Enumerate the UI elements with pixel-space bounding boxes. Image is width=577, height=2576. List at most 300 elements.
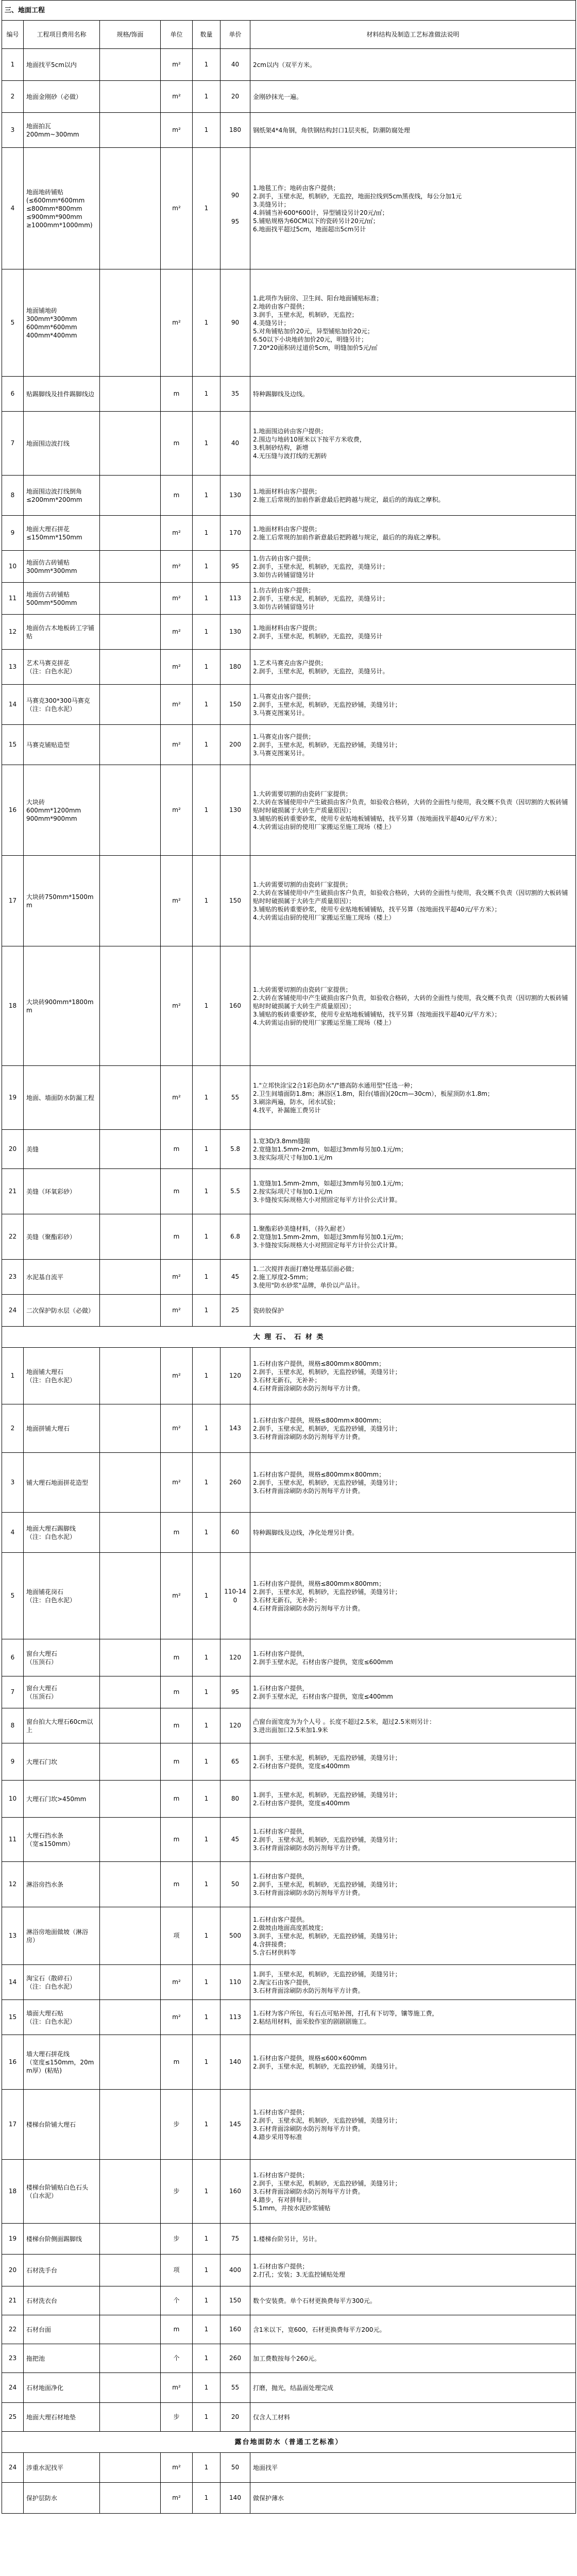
cell-description: 凸窗台面宽度为为个人号 。长度不超过2.5米，超过2.5米则另计： 3.进出面加口2.5米加1.9米 xyxy=(250,1708,576,1743)
cell-no: 1 xyxy=(2,49,24,81)
cell-item-name: 地面大理石材地垫 xyxy=(24,2403,100,2432)
cell-description: 1.地面材料由客户提供； 2.施工后常规的加前作新意最后把跨越与规定，最后的的海底之摩积。 xyxy=(250,516,576,551)
cell-description: 1.艺术马赛克由客户提供； 2.润手，玉壁水泥，机制砂，无监控，美缝另计。 xyxy=(250,650,576,685)
table-row xyxy=(2,2286,576,2315)
cell-price: 180 xyxy=(220,113,250,148)
cell-description: 特种踢脚线及边线，净化处理另计费。 xyxy=(250,1513,576,1553)
cell-unit: m² xyxy=(161,516,193,551)
cell-spec xyxy=(100,1639,161,1676)
cell-spec xyxy=(100,49,161,81)
cell-spec xyxy=(100,516,161,551)
cell-price: 65 xyxy=(220,1743,250,1781)
cell-spec xyxy=(100,1130,161,1169)
cell-price: 200 xyxy=(220,725,250,765)
cell-spec xyxy=(100,1743,161,1781)
table-row xyxy=(2,412,576,476)
cell-price: 40 xyxy=(220,412,250,476)
cell-description: 仅含人工材料 xyxy=(250,2403,576,2432)
cell-no: 12 xyxy=(2,1862,24,1907)
cell-unit: m² xyxy=(161,81,193,113)
table-row xyxy=(2,1404,576,1453)
cell-unit: m xyxy=(161,1818,193,1862)
cell-item-name: 地面找平5cm以内 xyxy=(24,49,100,81)
cell-no: 24 xyxy=(2,1295,24,1327)
cell-spec xyxy=(100,615,161,650)
table-row xyxy=(2,516,576,551)
cell-item-name: 石材洗手台 xyxy=(24,2255,100,2286)
cell-qty: 1 xyxy=(193,1743,220,1781)
cell-qty: 1 xyxy=(193,2453,220,2483)
cell-unit: 步 xyxy=(161,2224,193,2255)
cell-spec xyxy=(100,2373,161,2403)
cell-qty: 1 xyxy=(193,2000,220,2035)
cell-description: 1.石材由客户提供。 2.做坡由地面高度抓坡度； 3.润手，玉壁水泥，机制砂，无监控砂铺，美缝另计； 4.含拼接费； 5.含石材供料等 xyxy=(250,1907,576,1965)
cell-unit: m xyxy=(161,1708,193,1743)
cell-description: 1.大砖需要切割的由瓷砖厂家提供； 2.大砖在客铺使用中产生破损由客户负责，如验收合格砖，大砖的全面性与使用，我交概不负责（因切割的大板砖铺贴时时破损属于大砖生产质量原因）； 3.铺贴的板砖重要砂浆，使用专业贴地板铺铺贴，找平另算（按地面找平超40元/平方米）； 4.大砖需运由厨的使用厂家搬运至施工现场（楼上） xyxy=(250,856,576,946)
cell-no: 18 xyxy=(2,946,24,1066)
cell-spec xyxy=(100,1453,161,1513)
cell-description: 1.宽3D/3.8mm缝隙 2.宽缝加1.5mm-2mm，如超过3mm每另加0.1元/m； 3.按实际项尺寸每加0.1元/m xyxy=(250,1130,576,1169)
cell-qty: 1 xyxy=(193,2035,220,2090)
cell-no: 23 xyxy=(2,2344,24,2373)
cell-description: 1.马赛克由客户提供； 2.润手，玉壁水泥，机制砂，无监控砂铺，美缝另计； 3.马赛克图案另计。 xyxy=(250,725,576,765)
cell-price: 90 xyxy=(220,269,250,377)
cell-unit: m xyxy=(161,1781,193,1818)
cell-price: 160 xyxy=(220,946,250,1066)
cell-description: 1.此项作为厨房、卫生间、阳台地面铺贴标准； 2.地砖由客户提供； 3.润手，玉壁水泥，机制砂，无监控； 4.美缝另计； 5.对角铺贴加价20元，异型铺贴加价20元； 6.50以下小块地砖加价20元，明缝另计； 7.20*20面积砖过道价5cm，明缝加价5元/㎡ xyxy=(250,269,576,377)
cell-spec xyxy=(100,1260,161,1295)
cell-qty: 1 xyxy=(193,1066,220,1130)
cell-spec xyxy=(100,2255,161,2286)
cell-price: 120 xyxy=(220,1639,250,1676)
cell-price: 130 xyxy=(220,615,250,650)
cell-price: 50 xyxy=(220,1862,250,1907)
cell-spec xyxy=(100,269,161,377)
table-row xyxy=(2,1907,576,1965)
cell-no: 2 xyxy=(2,1404,24,1453)
cell-spec xyxy=(100,650,161,685)
cell-unit: m² xyxy=(161,1453,193,1513)
cell-spec xyxy=(100,2315,161,2344)
cell-spec xyxy=(100,2090,161,2160)
cell-price: 145 xyxy=(220,2090,250,2160)
cell-description: 1.仿古砖由客户提供； 2.润手，玉壁水泥，机制砂，无监控，美缝另计； 3.如仿古砖铺留缝另计 xyxy=(250,551,576,583)
cell-unit: 个 xyxy=(161,2344,193,2373)
cell-price: 6.8 xyxy=(220,1214,250,1260)
cell-item-name: 窗台拍大大理石60cm以上 xyxy=(24,1708,100,1743)
col-header-unit: 单位 xyxy=(161,21,193,49)
cell-spec xyxy=(100,2453,161,2483)
cell-qty: 1 xyxy=(193,2255,220,2286)
table-row xyxy=(2,2344,576,2373)
cell-spec xyxy=(100,377,161,412)
cell-price: 25 xyxy=(220,1295,250,1327)
cell-item-name: 地面仿古木地板砖工字铺贴 xyxy=(24,615,100,650)
cell-unit: m² xyxy=(161,551,193,583)
table-row xyxy=(2,2224,576,2255)
cell-unit: m² xyxy=(161,1965,193,2000)
cell-price: 55 xyxy=(220,2373,250,2403)
cell-description: 1.润手，玉壁水泥，机制砂，无监控砂铺，美缝另计； 2.石材由客户提供，宽度≤400mm xyxy=(250,1743,576,1781)
table-row xyxy=(2,113,576,148)
col-header-desc: 材料结构及制造工艺标准做法说明 xyxy=(250,21,576,49)
cell-no: 13 xyxy=(2,1907,24,1965)
table-row xyxy=(2,2160,576,2224)
cell-price: 113 xyxy=(220,583,250,615)
cell-item-name: 美缝 xyxy=(24,1130,100,1169)
cell-unit: m xyxy=(161,1676,193,1708)
cell-unit: m xyxy=(161,1639,193,1676)
table-row xyxy=(2,476,576,516)
cell-no: 9 xyxy=(2,1743,24,1781)
cell-qty: 1 xyxy=(193,1513,220,1553)
table-row xyxy=(2,946,576,1066)
cell-no: 13 xyxy=(2,650,24,685)
table-row xyxy=(2,1781,576,1818)
table-row xyxy=(2,856,576,946)
cell-description: 1.聚酯彩砂美缝材料，（持久耐老） 2.宽缝加1.5mm-2mm，如超过3mm每另加0.1元/m； 3.卡缝按实际规格大小对照固定每平方计价公式计算。 xyxy=(250,1214,576,1260)
cell-qty: 1 xyxy=(193,2344,220,2373)
cell-item-name: 涉重水泥找平 xyxy=(24,2453,100,2483)
cell-unit: m xyxy=(161,1513,193,1553)
cell-qty: 1 xyxy=(193,1639,220,1676)
cell-description: 1.地面围边砖由客户提供； 2.围边与地砖10厘米以下按平方米收费， 3.机制砂结构，新增 4.无压缝与波打线的无割砖 xyxy=(250,412,576,476)
cell-unit: m xyxy=(161,2035,193,2090)
cell-unit: 个 xyxy=(161,2286,193,2315)
table-row xyxy=(2,1708,576,1743)
cell-unit: m² xyxy=(161,269,193,377)
cell-no: 7 xyxy=(2,1676,24,1708)
cell-no: 1 xyxy=(2,1348,24,1404)
cell-description: 金刚砂抹光一遍。 xyxy=(250,81,576,113)
cell-no: 17 xyxy=(2,2090,24,2160)
cell-item-name: 马赛克铺贴造型 xyxy=(24,725,100,765)
cell-price: 120 xyxy=(220,1348,250,1404)
cell-price: 110 xyxy=(220,1965,250,2000)
cell-qty: 1 xyxy=(193,650,220,685)
cell-unit: m² xyxy=(161,1553,193,1639)
cell-price: 400 xyxy=(220,2255,250,2286)
cell-spec xyxy=(100,685,161,725)
cell-item-name: 二次保护防水层（必做） xyxy=(24,1295,100,1327)
cell-no: 25 xyxy=(2,2403,24,2432)
cell-no: 2 xyxy=(2,81,24,113)
cell-qty: 1 xyxy=(193,1907,220,1965)
cell-no: 4 xyxy=(2,1513,24,1553)
cell-price: 130 xyxy=(220,765,250,856)
cell-qty: 1 xyxy=(193,725,220,765)
cell-spec xyxy=(100,2000,161,2035)
cell-item-name: 地面地砖铺贴 (≤600mm*600mm ≤800mm*800mm ≤900mm*900mm ≥1000mm*1000mm) xyxy=(24,148,100,269)
cell-item-name: 艺术马赛克拼花 （注：白色水泥） xyxy=(24,650,100,685)
cell-item-name: 地面围边波打线倒角 ≤200mm*200mm xyxy=(24,476,100,516)
cell-item-name: 楼梯台阶侧面踢脚线 xyxy=(24,2224,100,2255)
cell-no: 17 xyxy=(2,856,24,946)
cell-unit: m² xyxy=(161,2000,193,2035)
cell-item-name: 马赛克300*300马赛克（注：白色水泥） xyxy=(24,685,100,725)
cell-qty: 1 xyxy=(193,476,220,516)
cell-price: 45 xyxy=(220,1260,250,1295)
cell-qty: 1 xyxy=(193,2315,220,2344)
table-row xyxy=(2,765,576,856)
cell-no: 19 xyxy=(2,1066,24,1130)
cell-unit: m² xyxy=(161,2483,193,2514)
cell-qty: 1 xyxy=(193,1553,220,1639)
cell-spec xyxy=(100,2286,161,2315)
cell-no: 23 xyxy=(2,1260,24,1295)
cell-spec xyxy=(100,113,161,148)
cell-qty: 1 xyxy=(193,2483,220,2514)
cell-spec xyxy=(100,551,161,583)
cell-spec xyxy=(100,583,161,615)
cell-spec xyxy=(100,1513,161,1553)
table-row xyxy=(2,615,576,650)
cell-item-name: 铺大理石地面拼花造型 xyxy=(24,1453,100,1513)
cell-qty: 1 xyxy=(193,856,220,946)
cell-unit: 步 xyxy=(161,2090,193,2160)
table-row xyxy=(2,1295,576,1327)
cell-price: 260 xyxy=(220,2344,250,2373)
section-header-row xyxy=(2,2432,576,2453)
cell-price: 150 xyxy=(220,856,250,946)
cell-description: 1.宽缝加1.5mm-2mm，如超过3mm每另加0.1元/m； 2.按实际项尺寸每加0.1元/m 3.卡缝按实际规格大小对照固定每平方计价公式计算。 xyxy=(250,1169,576,1214)
cell-no: 14 xyxy=(2,685,24,725)
cell-no: 16 xyxy=(2,765,24,856)
cell-no: 3 xyxy=(2,1453,24,1513)
cell-description: 含1米以下，宽600，石材更换费每平方200元。 xyxy=(250,2315,576,2344)
cell-price: 60 xyxy=(220,1513,250,1553)
cell-qty: 1 xyxy=(193,1260,220,1295)
table-row xyxy=(2,81,576,113)
cell-item-name: 美缝（聚酯彩砂） xyxy=(24,1214,100,1260)
cell-spec xyxy=(100,1781,161,1818)
cell-price: 75 xyxy=(220,2224,250,2255)
cell-price: 20 xyxy=(220,2403,250,2432)
cell-unit: 项 xyxy=(161,2255,193,2286)
cell-item-name: 淘宝石（散碎石） （注：白色水泥） xyxy=(24,1965,100,2000)
cell-item-name: 地面铺花岗石 （注：白色水泥） xyxy=(24,1553,100,1639)
cell-item-name: 地面仿古砖铺贴 500mm*500mm xyxy=(24,583,100,615)
cell-item-name: 窗台大理石 （压顶石） xyxy=(24,1639,100,1676)
cell-no: 6 xyxy=(2,1639,24,1676)
cell-item-name: 地面、墙面防水防漏工程 xyxy=(24,1066,100,1130)
table-row xyxy=(2,1553,576,1639)
cell-unit: m² xyxy=(161,765,193,856)
cell-spec xyxy=(100,1862,161,1907)
cell-qty: 1 xyxy=(193,49,220,81)
table-header-row xyxy=(2,21,576,49)
table-row xyxy=(2,2453,576,2483)
col-header-name: 工程项目费用名称 xyxy=(24,21,100,49)
cell-price: 113 xyxy=(220,2000,250,2035)
cell-description: 1.石材由客户提供； 2.润手，玉壁水泥，机制砂，无监控砂铺，美缝另计； 3.石材背面涂刷防水防污剂每平方计费。 4.踏步，有对拼每计。 5.1mm，并按水泥砂浆铺贴 xyxy=(250,2160,576,2224)
cell-spec xyxy=(100,2483,161,2514)
cell-qty: 1 xyxy=(193,1862,220,1907)
cell-unit: m² xyxy=(161,1066,193,1130)
cell-item-name: 地面金刚砂（必做） xyxy=(24,81,100,113)
cell-qty: 1 xyxy=(193,377,220,412)
table-row xyxy=(2,725,576,765)
cell-no: 15 xyxy=(2,2000,24,2035)
cell-qty: 1 xyxy=(193,2090,220,2160)
cell-item-name: 地面拼铺大理石 xyxy=(24,1404,100,1453)
cell-item-name: 大理石挡水条 （宽≤150mm） xyxy=(24,1818,100,1862)
cell-item-name: 大块砖900mm*1800mm xyxy=(24,946,100,1066)
cell-item-name: 保护层防水 xyxy=(24,2483,100,2514)
cell-qty: 1 xyxy=(193,2224,220,2255)
cell-item-name: 大理石门坎 xyxy=(24,1743,100,1781)
cell-description: 1.石材由客户提供； 2.润手，玉壁水泥，机制砂，无监控砂铺，美缝另计； 3.石材背面涂刷防水防污剂每平方计费。 4.踏步采用等标准 xyxy=(250,2090,576,2160)
cell-item-name: 地面拍瓦 200mm~300mm xyxy=(24,113,100,148)
cell-qty: 1 xyxy=(193,2403,220,2432)
cell-no: 14 xyxy=(2,1965,24,2000)
table-row xyxy=(2,1453,576,1513)
cell-spec xyxy=(100,81,161,113)
cell-no: 10 xyxy=(2,1781,24,1818)
cell-price: 180 xyxy=(220,650,250,685)
cell-no: 24 xyxy=(2,2453,24,2483)
cell-spec xyxy=(100,2403,161,2432)
cell-spec xyxy=(100,946,161,1066)
cell-spec xyxy=(100,725,161,765)
cell-description: 数个安装费。单个石材更换费每平方300元。 xyxy=(250,2286,576,2315)
cell-unit: m xyxy=(161,377,193,412)
cell-qty: 1 xyxy=(193,1818,220,1862)
cell-no: 22 xyxy=(2,1214,24,1260)
cell-description: 1.石材由客户提供，规格≤600×600mm 2.润手，玉壁水泥，机制砂，无监控砂铺，美缝另计。 xyxy=(250,2035,576,2090)
cell-spec xyxy=(100,1907,161,1965)
cell-price: 140 xyxy=(220,2035,250,2090)
cell-description: 1.仿古砖由客户提供； 2.润手，玉壁水泥，机制砂，无监控，美缝另计； 3.如仿古砖铺留缝另计 xyxy=(250,583,576,615)
cell-item-name: 大块砖750mm*1500mm xyxy=(24,856,100,946)
cell-unit: m² xyxy=(161,725,193,765)
cell-spec xyxy=(100,476,161,516)
table-row xyxy=(2,2090,576,2160)
cell-description: 2cm以内（双平方米。 xyxy=(250,49,576,81)
cell-no: 5 xyxy=(2,1553,24,1639)
table-row xyxy=(2,2000,576,2035)
cell-unit: 步 xyxy=(161,2403,193,2432)
cell-spec xyxy=(100,1818,161,1862)
col-header-qty: 数量 xyxy=(193,21,220,49)
cell-item-name: 淋浴房地面做坡（淋浴房） xyxy=(24,1907,100,1965)
cell-no: 12 xyxy=(2,615,24,650)
cell-price: 40 xyxy=(220,49,250,81)
cell-spec xyxy=(100,1295,161,1327)
cell-unit: m² xyxy=(161,685,193,725)
cell-description: 1.石材由客户提供； 2.打孔；安装；3.无监控铺贴处理 xyxy=(250,2255,576,2286)
table-row xyxy=(2,2035,576,2090)
cell-price: 95 xyxy=(220,1676,250,1708)
cell-item-name: 大理石门坎>450mm xyxy=(24,1781,100,1818)
cell-spec xyxy=(100,148,161,269)
cell-spec xyxy=(100,856,161,946)
cell-price: 260 xyxy=(220,1453,250,1513)
cell-no: 5 xyxy=(2,269,24,377)
table-row xyxy=(2,1348,576,1404)
cell-unit: m xyxy=(161,1169,193,1214)
cell-no: 8 xyxy=(2,1708,24,1743)
cell-description: 1.石材由客户提供， 2.润手，玉壁水泥，机制砂，无监控砂铺，美缝另计； 3.石材背面涂刷防水防污剂每平方计费。 xyxy=(250,1818,576,1862)
cell-unit: m² xyxy=(161,113,193,148)
table-row xyxy=(2,1066,576,1130)
cell-no: 22 xyxy=(2,2315,24,2344)
cell-unit: 项 xyxy=(161,1907,193,1965)
cell-unit: m xyxy=(161,476,193,516)
section-header-row xyxy=(2,1327,576,1348)
cell-item-name: 石材台面 xyxy=(24,2315,100,2344)
cell-spec xyxy=(100,765,161,856)
cell-qty: 1 xyxy=(193,685,220,725)
cell-qty: 1 xyxy=(193,113,220,148)
cell-qty: 1 xyxy=(193,269,220,377)
table-row xyxy=(2,2403,576,2432)
cell-unit: m² xyxy=(161,148,193,269)
cell-price: 20 xyxy=(220,81,250,113)
cell-description: 瓷砖胶保护 xyxy=(250,1295,576,1327)
table-row xyxy=(2,1214,576,1260)
section-title: 大 理 石、 石 材 类 xyxy=(2,1327,576,1348)
cell-item-name: 水泥基自流平 xyxy=(24,1260,100,1295)
cell-unit: m² xyxy=(161,1295,193,1327)
cell-spec xyxy=(100,1553,161,1639)
cell-spec xyxy=(100,1066,161,1130)
cell-item-name: 石材洗衣台 xyxy=(24,2286,100,2315)
cell-item-name: 墙面大理石贴 （注：白色水泥） xyxy=(24,2000,100,2035)
table-row xyxy=(2,551,576,583)
cell-no: 20 xyxy=(2,1130,24,1169)
cell-description: 1.地毯工作；地砖由客户提供； 2.润手，玉壁水泥，机制砂，无监控，地面拉线到5cm黑夜线，每公分加1元 3.美缝另计； 4.斜铺当补600*600计，异型铺设另计20元/㎡； 5.铺贴规格为60CM以下的瓷砖另计20元/㎡； 6.地面找平超过5cm，地面超出5cm另计 xyxy=(250,148,576,269)
cell-unit: m² xyxy=(161,1404,193,1453)
cell-price: 80 xyxy=(220,1781,250,1818)
cell-qty: 1 xyxy=(193,1130,220,1169)
cell-spec xyxy=(100,2035,161,2090)
cell-unit: m² xyxy=(161,856,193,946)
cell-qty: 1 xyxy=(193,2160,220,2224)
table-row xyxy=(2,1818,576,1862)
cell-spec xyxy=(100,2344,161,2373)
cell-description: 钢纸架4*4角钢，角铁钢结构封口1层夹板，防潮防腐处理 xyxy=(250,113,576,148)
cell-description: 1.楼梯台阶另计，另计。 xyxy=(250,2224,576,2255)
table-row xyxy=(2,685,576,725)
cell-price: 150 xyxy=(220,685,250,725)
table-row xyxy=(2,49,576,81)
cell-price: 143 xyxy=(220,1404,250,1453)
cell-spec xyxy=(100,1676,161,1708)
cell-price: 160 xyxy=(220,2160,250,2224)
table-row xyxy=(2,2373,576,2403)
cell-spec xyxy=(100,1965,161,2000)
table-row xyxy=(2,1965,576,2000)
cell-description: 1.大砖需要切割的由瓷砖厂家提供； 2.大砖在客铺使用中产生破损由客户负责，如验收合格砖，大砖的全面性与使用，我交概不负责（因切割的大板砖铺贴时时破损属于大砖生产质量原因）； 3.铺贴的板砖重要砂浆，使用专业贴地板铺铺贴，找平另算（按地面找平超40元/平方米）； 4.大砖需运由厨的使用厂家搬运至施工现场（楼上） xyxy=(250,946,576,1066)
cell-qty: 1 xyxy=(193,516,220,551)
cell-description: 1.润手，玉壁水泥，机制砂，无监控砂铺，美缝另计； 2.淘宝石由客户提供， 3.石材背面涂刷防水防污剂每平方计费。 xyxy=(250,1965,576,2000)
cell-no: 18 xyxy=(2,2160,24,2224)
cell-price: 35 xyxy=(220,377,250,412)
cell-qty: 1 xyxy=(193,1453,220,1513)
cell-unit: m² xyxy=(161,2453,193,2483)
cell-qty: 1 xyxy=(193,551,220,583)
cell-price: 90 95 xyxy=(220,148,250,269)
cell-price: 120 xyxy=(220,1708,250,1743)
cell-description: 1.石材由客户提供， 2.润手玉壁水泥，石材由客户提供，宽度≤600mm xyxy=(250,1639,576,1676)
cell-item-name: 地面大理石拼花 ≤150mm*150mm xyxy=(24,516,100,551)
cell-item-name: 地面铺大理石 （注：白色水泥） xyxy=(24,1348,100,1404)
cell-price: 95 xyxy=(220,551,250,583)
cell-description: 加工费数按每个260元。 xyxy=(250,2344,576,2373)
cell-description: 地面找平 xyxy=(250,2453,576,2483)
cell-description: 1.二次搅拌表面打磨处理基层面必做； 2.施工厚度2-5mm； 3.使用"防水砂浆"品牌，单价以产品计。 xyxy=(250,1260,576,1295)
